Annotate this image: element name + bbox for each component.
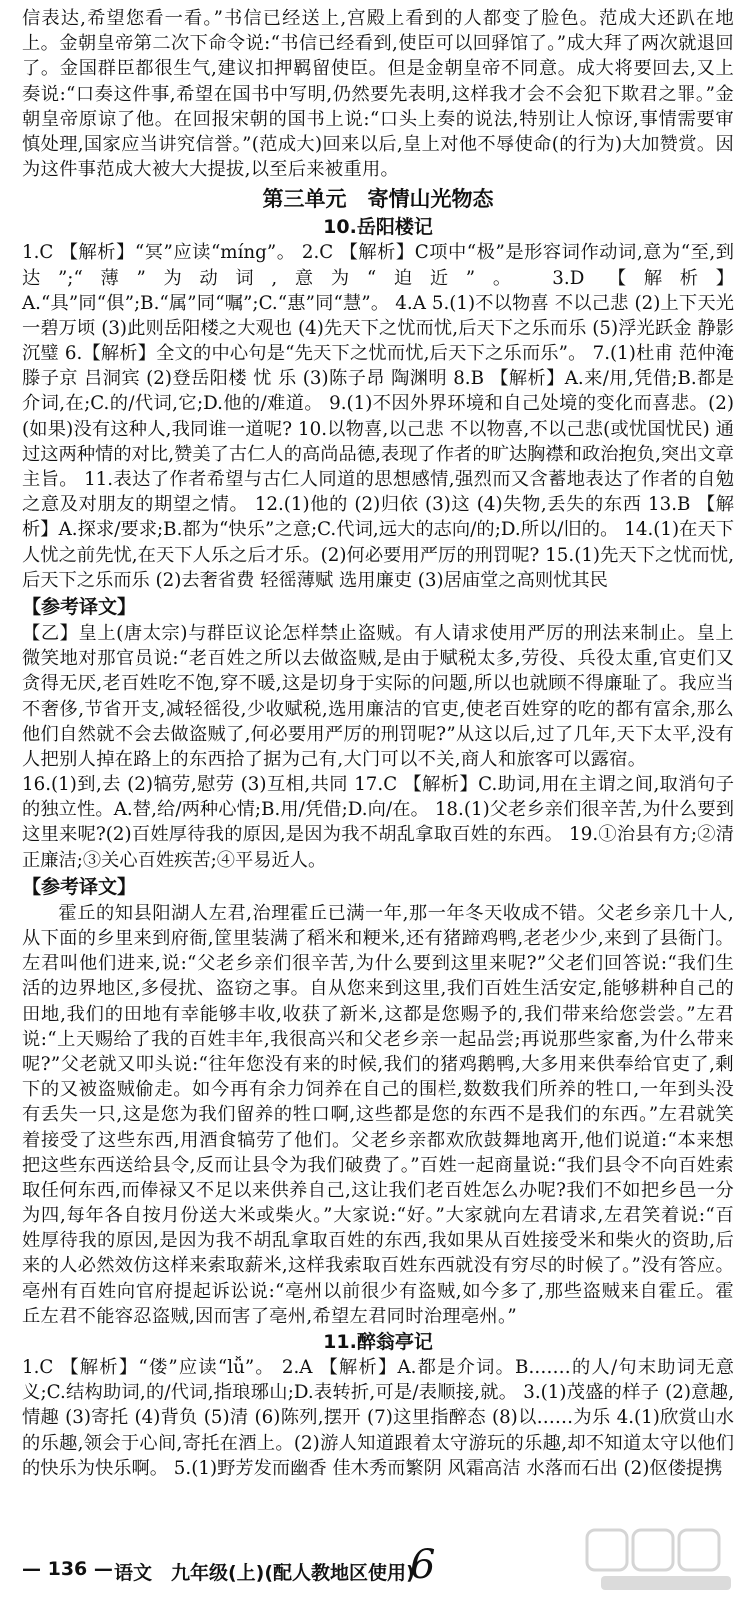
reference-translation-2: 霍丘的知县阳湖人左君,治理霍丘已满一年,那一年冬天收成不错。父老乡亲几十人,从下面的乡里来到府衙,筐里装满了稻米和粳米,还有猪蹄鸡鸭,老老少少,来到了县衙门。左君叫他们进来,说:“父老乡亲们很辛苦,为什么要到这里来呢?”父老们回答说:“我们生活的边界地区,多侵扰、盗窃之事。自从您来到这里,我们百姓生活安定,能够耕种自己的田地,我们的田地有幸能够丰收,收获了新米,这都是您赐予的,我们带来给您尝尝。”左君说:“上天赐给了我的百姓丰年,我很高兴和父老乡亲一起品尝;再说那些家畜,为什么带来呢?”父老就又叩头说:“往年您没有来的时候,我们的猪鸡鹅鸭,大多用来供奉给官吏了,剩下的又被盗贼偷走。如今再有余力饲养在自己的围栏,数数我们所养的牲口,一年到头没有丢失一只,这是您为我们留养的牲口啊,这些都是您的东西不是我们的东西。”左君就笑着接受了这些东西,用酒食犒劳了他们。父老乡亲都欢欣鼓舞地离开,他们说道:“本来想把这些东西送给县令,反而让县令为我们破费了。”百姓一起商量说:“我们县令不向百姓索取任何东西,而俸禄又不足以来供养自己,这让我们老百姓怎么办呢?我们不如把乡邑一分为四,每年各自按月份送大米或柴火。”大家说:“好。”大家就向左君请求,左君笑着说:“百姓厚待我的原因,是因为我不胡乱拿取百姓的东西,我如果从百姓接受米和柴火的资助,后来的人必然效仿这样来索取薪米,这样我索取百姓东西就没有穷尽的时候了。”没有答应。亳州有百姓向官府提起诉讼说:“亳州以前很少有盗贼,如今多了,那些盗贼来自霍丘。霍丘左君不能容忍盗贼,因而害了亳州,希望左君同时治理亳州。” <box>22 902 734 1327</box>
watermark-logo-icon <box>581 1524 751 1596</box>
handwritten-mark: 6 <box>410 1542 436 1588</box>
page-number: — 136 — <box>22 1558 113 1580</box>
section-title-10: 10.岳阳楼记 <box>323 216 433 239</box>
section-title-11: 11.醉翁亭记 <box>323 1331 433 1353</box>
reference-translation-label-1: 【参考译文】 <box>22 595 137 618</box>
section-10-answers: 1.C 【解析】“冥”应读“míng”。 2.C 【解析】C项中“极”是形容词作动词,意为“至,到达”;“薄”为动词,意为“迫近”。 3.D 【解析】A.“具”同“俱”;B.“属”同“嘱”;C.“惠”同“慧”。 4.A 5.(1)不以物喜 不以己悲 (2)上下天光 一碧万顷 (3)此则岳阳楼之大观也 (4)先天下之忧而忧,后天下之乐而乐 (5)浮光跃金 静影沉璧 6.【解析】全文的中心句是“先天下之忧而忧,后天下之乐而乐”。 7.(1)杜甫 范仲淹 滕子京 吕洞宾 (2)登岳阳楼 忧 乐 (3)陈子昂 陶渊明 8.B 【解析】A.来/用,凭借;B.都是介词,在;C.的/代词,它;D.他的/难道。 9.(1)不因外界环境和自己处境的变化而喜悲。(2)(如果)没有这种人,我同谁一道呢? 10.以物喜,以己悲 不以物喜,不以己悲(或忧国忧民) 通过这两种情的对比,赞美了古仁人的高尚品德,表现了作者的旷达胸襟和政治抱负,突出文章主旨。 11.表达了作者希望与古仁人同道的思想感情,强烈而又含蓄地表达了作者的自勉之意及对朋友的期望之情。 12.(1)他的 (2)归依 (3)这 (4)失物,丢失的东西 13.B 【解析】A.探求/要求;B.都为“快乐”之意;C.代词,远大的志向/的;D.所以/旧的。 14.(1)在天下人忧之前先忧,在天下人乐之后才乐。(2)何必要用严厉的刑罚呢? 15.(1)先天下之忧而忧,后天下之乐而乐 (2)去奢省费 轻徭薄赋 选用廉吏 (3)居庙堂之高则忧其民 <box>22 242 734 591</box>
unit-title: 第三单元 寄情山光物态 <box>262 187 494 212</box>
reference-translation-label-2: 【参考译文】 <box>22 875 137 898</box>
reference-translation-1: 【乙】皇上(唐太宗)与群臣议论怎样禁止盗贼。有人请求使用严厉的刑法来制止。皇上微笑地对那官员说:“老百姓之所以去做盗贼,是由于赋税太多,劳役、兵役太重,官吏们又贪得无厌,老百姓吃不饱,穿不暖,这是切身于实际的问题,所以也就顾不得廉耻了。我应当不奢侈,节省开支,减轻徭役,少收赋税,选用廉洁的官吏,使老百姓穿的吃的都有富余,那么他们自然就不会去做盗贼了,何必要用严厉的刑罚呢?”从这以后,过了几年,天下太平,没有人把别人掉在路上的东西拾了据为己有,大门可以不关,商人和旅客可以露宿。 <box>22 622 734 770</box>
book-info: 语文 九年级(上)(配人教地区使用) <box>114 1562 415 1584</box>
section-11-answers: 1.C 【解析】“偻”应读“lǚ”。 2.A 【解析】A.都是介词。B.……的人/句末助词无意义;C.结构助词,的/代词,指琅琊山;D.表转折,可是/表顺接,就。 3.(1)茂盛的样子 (2)意趣,情趣 (3)寄托 (4)背负 (5)清 (6)陈列,摆开 (7)这里指醉态 (8)以……为乐 4.(1)欣赏山水的乐趣,领会于心间,寄托在酒上。(2)游人知道跟着太守游玩的乐趣,却不知道太守以他们的快乐为快乐啊。 5.(1)野芳发而幽香 佳木秀而繁阴 风霜高洁 水落而石出 (2)伛偻提携 <box>22 1357 734 1479</box>
intro-paragraph: 信表达,希望您看一看。”书信已经送上,宫殿上看到的人都变了脸色。范成大还趴在地上。金朝皇帝第二次下命令说:“书信已经看到,使臣可以回驿馆了。”成大拜了两次就退回了。金国群臣都很生气,建议扣押羁留使臣。但是金朝皇帝不同意。成大将要回去,又上奏说:“口奏这件事,希望在国书中写明,仍然要先表明,这样我才会不会犯下欺君之罪。”金朝皇帝原谅了他。在回报宋朝的国书上说:“口头上奏的说法,特别让人惊讶,事情需要审慎处理,国家应当讲究信誉。”(范成大)回来以后,皇上对他不辱使命(的行为)大加赞赏。因为这件事范成大被大大提拔,以至后来被重用。 <box>22 8 734 181</box>
answers-16-19: 16.(1)到,去 (2)犒劳,慰劳 (3)互相,共同 17.C 【解析】C.助词,用在主谓之间,取消句子的独立性。A.替,给/两种心情;B.用/凭借;D.向/在。 18.(1)父老乡亲们很辛苦,为什么要到这里来呢?(2)百姓厚待我的原因,是因为我不胡乱拿取百姓的东西。 19.①治县有方;②清正廉洁;③关心百姓疾苦;④平易近人。 <box>22 774 734 871</box>
page-content <box>22 6 734 1481</box>
